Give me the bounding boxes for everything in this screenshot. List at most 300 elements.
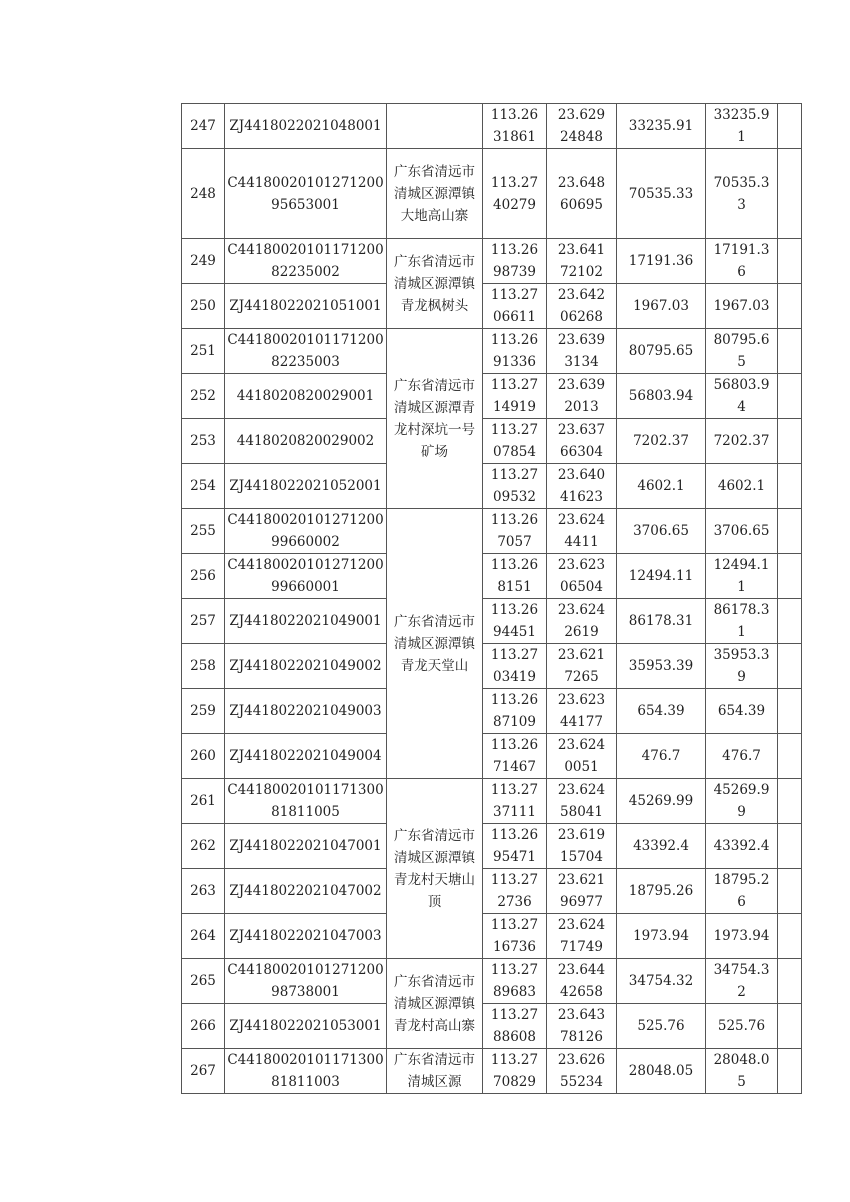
parcel-code: ZJ4418022021051001 bbox=[225, 284, 387, 329]
latitude bbox=[547, 419, 617, 464]
row-number: 266 bbox=[182, 1004, 225, 1049]
area-value-2-line: 4602.1 bbox=[717, 478, 766, 494]
table-row bbox=[182, 1004, 802, 1049]
longitude bbox=[483, 329, 547, 374]
latitude bbox=[547, 824, 617, 869]
latitude bbox=[547, 869, 617, 914]
row-number: 248 bbox=[182, 149, 225, 239]
latitude bbox=[547, 1004, 617, 1049]
longitude-line: 113.27 bbox=[490, 467, 539, 483]
area-value: 1967.03 bbox=[617, 284, 706, 329]
area-value: 12494.11 bbox=[617, 554, 706, 599]
latitude-line: 96977 bbox=[560, 894, 603, 910]
latitude bbox=[547, 329, 617, 374]
longitude bbox=[483, 869, 547, 914]
longitude-line: 03419 bbox=[493, 669, 536, 685]
latitude bbox=[547, 689, 617, 734]
parcel-code-line: 99660002 bbox=[271, 534, 340, 550]
parcel-code: ZJ4418022021049002 bbox=[225, 644, 387, 689]
table-row bbox=[182, 644, 802, 689]
latitude-line: 24848 bbox=[560, 129, 603, 145]
row-number: 258 bbox=[182, 644, 225, 689]
latitude bbox=[547, 644, 617, 689]
row-number: 265 bbox=[182, 959, 225, 1004]
area-value: 1973.94 bbox=[617, 914, 706, 959]
latitude-line: 78126 bbox=[560, 1029, 603, 1045]
longitude-line: 91336 bbox=[493, 354, 536, 370]
longitude-line: 06611 bbox=[493, 309, 536, 325]
remarks-cell bbox=[778, 644, 802, 689]
row-number: 259 bbox=[182, 689, 225, 734]
area-value-2-line: 86178.3 bbox=[713, 602, 770, 618]
area-value-2-line: 9 bbox=[737, 669, 746, 685]
area-value-2-line: 1967.03 bbox=[713, 298, 770, 314]
area-value-2 bbox=[706, 149, 778, 239]
parcel-code: ZJ4418022021049003 bbox=[225, 689, 387, 734]
remarks-cell bbox=[778, 869, 802, 914]
area-value: 28048.05 bbox=[617, 1049, 706, 1094]
area-value-2-line: 12494.1 bbox=[713, 557, 770, 573]
parcel-code bbox=[225, 329, 387, 374]
row-number: 253 bbox=[182, 419, 225, 464]
parcel-code-line: 81811003 bbox=[271, 1074, 340, 1090]
latitude bbox=[547, 779, 617, 824]
remarks-cell bbox=[778, 959, 802, 1004]
area-value-2 bbox=[706, 284, 778, 329]
area-value-2-line: 1 bbox=[737, 579, 746, 595]
longitude bbox=[483, 554, 547, 599]
table-row bbox=[182, 464, 802, 509]
latitude bbox=[547, 959, 617, 1004]
parcel-code-line: 81811005 bbox=[271, 804, 340, 820]
parcel-code-line: 82235002 bbox=[271, 264, 340, 280]
remarks-cell bbox=[778, 419, 802, 464]
longitude-line: 95471 bbox=[493, 849, 536, 865]
location-cell: 广东省清远市清城区源 bbox=[387, 1049, 483, 1094]
longitude bbox=[483, 824, 547, 869]
row-number: 263 bbox=[182, 869, 225, 914]
area-value: 525.76 bbox=[617, 1004, 706, 1049]
location-cell: 广东省清远市清城区源潭镇青龙枫树头 bbox=[387, 239, 483, 329]
remarks-cell bbox=[778, 734, 802, 779]
location-cell bbox=[387, 104, 483, 149]
remarks-cell bbox=[778, 914, 802, 959]
latitude bbox=[547, 1049, 617, 1094]
remarks-cell bbox=[778, 149, 802, 239]
parcel-code: ZJ4418022021047001 bbox=[225, 824, 387, 869]
longitude-line: 09532 bbox=[493, 489, 536, 505]
latitude bbox=[547, 104, 617, 149]
area-value-2 bbox=[706, 869, 778, 914]
parcel-code bbox=[225, 509, 387, 554]
latitude bbox=[547, 374, 617, 419]
latitude-line: 23.619 bbox=[557, 827, 606, 843]
row-number: 260 bbox=[182, 734, 225, 779]
area-value-2-line: 17191.3 bbox=[713, 242, 770, 258]
area-value-2 bbox=[706, 1049, 778, 1094]
longitude bbox=[483, 509, 547, 554]
area-value-2-line: 56803.9 bbox=[713, 377, 770, 393]
remarks-cell bbox=[778, 689, 802, 734]
latitude-line: 23.644 bbox=[557, 962, 606, 978]
remarks-cell bbox=[778, 1049, 802, 1094]
area-value-2-line: 35953.3 bbox=[713, 647, 770, 663]
area-value: 476.7 bbox=[617, 734, 706, 779]
area-value-2-line: 33235.9 bbox=[713, 107, 770, 123]
longitude bbox=[483, 734, 547, 779]
area-value-2-line: 5 bbox=[737, 1074, 746, 1090]
area-value-2 bbox=[706, 1004, 778, 1049]
remarks-cell bbox=[778, 824, 802, 869]
longitude-line: 40279 bbox=[493, 196, 536, 213]
remarks-cell bbox=[778, 509, 802, 554]
latitude-line: 23.623 bbox=[557, 692, 606, 708]
longitude bbox=[483, 374, 547, 419]
table-row bbox=[182, 554, 802, 599]
latitude-line: 23.624 bbox=[557, 512, 606, 528]
latitude-line: 23.637 bbox=[557, 422, 606, 438]
area-value-2-line: 1 bbox=[737, 624, 746, 640]
area-value-2 bbox=[706, 599, 778, 644]
longitude-line: 98739 bbox=[493, 264, 536, 280]
row-number: 256 bbox=[182, 554, 225, 599]
parcel-code-line: 99660001 bbox=[271, 579, 340, 595]
latitude-line: 23.626 bbox=[557, 1052, 606, 1068]
location-cell: 广东省清远市清城区源潭青龙村深坑一号矿场 bbox=[387, 329, 483, 509]
area-value-2 bbox=[706, 734, 778, 779]
area-value: 86178.31 bbox=[617, 599, 706, 644]
area-value-2 bbox=[706, 419, 778, 464]
latitude bbox=[547, 509, 617, 554]
location-cell: 广东省清远市清城区源潭镇大地高山寨 bbox=[387, 149, 483, 239]
table-row bbox=[182, 914, 802, 959]
area-value-2 bbox=[706, 959, 778, 1004]
latitude-line: 0051 bbox=[564, 759, 599, 775]
longitude-line: 113.26 bbox=[490, 512, 539, 528]
table-row bbox=[182, 239, 802, 284]
row-number: 252 bbox=[182, 374, 225, 419]
area-value: 18795.26 bbox=[617, 869, 706, 914]
area-value-2-line: 525.76 bbox=[717, 1018, 766, 1034]
table-row bbox=[182, 149, 802, 239]
latitude bbox=[547, 464, 617, 509]
row-number: 262 bbox=[182, 824, 225, 869]
longitude-line: 71467 bbox=[493, 759, 536, 775]
parcel-code-line: C44180020101171300 bbox=[227, 782, 384, 798]
latitude-line: 23.648 bbox=[557, 174, 606, 191]
latitude bbox=[547, 554, 617, 599]
latitude-line: 23.642 bbox=[557, 287, 606, 303]
table-row bbox=[182, 824, 802, 869]
longitude-line: 8151 bbox=[497, 579, 532, 595]
table-row bbox=[182, 329, 802, 374]
latitude-line: 71749 bbox=[560, 939, 603, 955]
area-value: 17191.36 bbox=[617, 239, 706, 284]
latitude-line: 23.640 bbox=[557, 467, 606, 483]
row-number: 251 bbox=[182, 329, 225, 374]
latitude-line: 42658 bbox=[560, 984, 603, 1000]
latitude-line: 58041 bbox=[560, 804, 603, 820]
latitude-line: 72102 bbox=[560, 264, 603, 280]
longitude-line: 31861 bbox=[493, 129, 536, 145]
area-value: 70535.33 bbox=[617, 149, 706, 239]
area-value-2 bbox=[706, 689, 778, 734]
longitude-line: 113.26 bbox=[490, 692, 539, 708]
parcel-code-line: 95653001 bbox=[271, 196, 340, 213]
area-value: 654.39 bbox=[617, 689, 706, 734]
longitude-line: 07854 bbox=[493, 444, 536, 460]
parcel-code: ZJ4418022021052001 bbox=[225, 464, 387, 509]
row-number: 247 bbox=[182, 104, 225, 149]
longitude-line: 88608 bbox=[493, 1029, 536, 1045]
table-row bbox=[182, 869, 802, 914]
longitude-line: 113.27 bbox=[490, 377, 539, 393]
remarks-cell bbox=[778, 599, 802, 644]
table-row bbox=[182, 599, 802, 644]
area-value-2-line: 70535.3 bbox=[713, 174, 770, 191]
latitude-line: 23.641 bbox=[557, 242, 606, 258]
latitude-line: 23.624 bbox=[557, 782, 606, 798]
remarks-cell bbox=[778, 374, 802, 419]
parcel-code: ZJ4418022021049001 bbox=[225, 599, 387, 644]
area-value: 56803.94 bbox=[617, 374, 706, 419]
remarks-cell bbox=[778, 284, 802, 329]
row-number: 249 bbox=[182, 239, 225, 284]
latitude-line: 23.639 bbox=[557, 377, 606, 393]
longitude-line: 87109 bbox=[493, 714, 536, 730]
longitude bbox=[483, 419, 547, 464]
longitude-line: 113.27 bbox=[490, 1052, 539, 1068]
area-value-2 bbox=[706, 914, 778, 959]
longitude-line: 113.27 bbox=[490, 782, 539, 798]
area-value-2-line: 3706.65 bbox=[713, 523, 770, 539]
latitude-line: 06504 bbox=[560, 579, 603, 595]
area-value-2-line: 34754.3 bbox=[713, 962, 770, 978]
latitude bbox=[547, 284, 617, 329]
area-value: 7202.37 bbox=[617, 419, 706, 464]
longitude-line: 113.26 bbox=[490, 602, 539, 618]
area-value-2-line: 1973.94 bbox=[713, 928, 770, 944]
parcel-code bbox=[225, 779, 387, 824]
latitude-line: 23.623 bbox=[557, 557, 606, 573]
longitude bbox=[483, 284, 547, 329]
parcel-code bbox=[225, 554, 387, 599]
longitude-line: 113.26 bbox=[490, 737, 539, 753]
location-cell: 广东省清远市清城区源潭镇青龙天堂山 bbox=[387, 509, 483, 779]
latitude bbox=[547, 599, 617, 644]
longitude-line: 113.27 bbox=[490, 962, 539, 978]
latitude-line: 55234 bbox=[560, 1074, 603, 1090]
latitude bbox=[547, 239, 617, 284]
parcel-code-line: C44180020101271200 bbox=[227, 174, 384, 191]
location-cell: 广东省清远市清城区源潭镇青龙村高山寨 bbox=[387, 959, 483, 1049]
latitude-line: 23.624 bbox=[557, 917, 606, 933]
latitude-line: 23.621 bbox=[557, 872, 606, 888]
longitude bbox=[483, 1049, 547, 1094]
longitude bbox=[483, 779, 547, 824]
area-value-2-line: 2 bbox=[737, 984, 746, 1000]
longitude-line: 37111 bbox=[493, 804, 536, 820]
table-row bbox=[182, 104, 802, 149]
longitude-line: 94451 bbox=[493, 624, 536, 640]
longitude-line: 89683 bbox=[493, 984, 536, 1000]
remarks-cell bbox=[778, 239, 802, 284]
latitude bbox=[547, 149, 617, 239]
longitude-line: 113.26 bbox=[490, 827, 539, 843]
area-value-2 bbox=[706, 239, 778, 284]
longitude bbox=[483, 599, 547, 644]
row-number: 250 bbox=[182, 284, 225, 329]
parcel-code-line: C44180020101271200 bbox=[227, 557, 384, 573]
longitude bbox=[483, 644, 547, 689]
table-row bbox=[182, 374, 802, 419]
longitude bbox=[483, 1004, 547, 1049]
area-value: 3706.65 bbox=[617, 509, 706, 554]
parcel-code bbox=[225, 959, 387, 1004]
latitude-line: 66304 bbox=[560, 444, 603, 460]
remarks-cell bbox=[778, 329, 802, 374]
latitude-line: 2619 bbox=[564, 624, 599, 640]
row-number: 264 bbox=[182, 914, 225, 959]
longitude-line: 113.26 bbox=[490, 557, 539, 573]
remarks-cell bbox=[778, 779, 802, 824]
latitude-line: 60695 bbox=[560, 196, 603, 213]
area-value-2-line: 18795.2 bbox=[713, 872, 770, 888]
longitude-line: 113.27 bbox=[490, 287, 539, 303]
row-number: 255 bbox=[182, 509, 225, 554]
area-value-2-line: 9 bbox=[737, 804, 746, 820]
area-value-2 bbox=[706, 329, 778, 374]
area-value-2 bbox=[706, 464, 778, 509]
area-value-2-line: 4 bbox=[737, 399, 746, 415]
longitude bbox=[483, 149, 547, 239]
parcel-code-line: C44180020101171200 bbox=[227, 332, 384, 348]
parcel-code: ZJ4418022021048001 bbox=[225, 104, 387, 149]
area-value-2-line: 1 bbox=[737, 129, 746, 145]
row-number: 254 bbox=[182, 464, 225, 509]
longitude-line: 16736 bbox=[493, 939, 536, 955]
longitude-line: 113.27 bbox=[490, 872, 539, 888]
remarks-cell bbox=[778, 554, 802, 599]
area-value-2 bbox=[706, 104, 778, 149]
remarks-cell bbox=[778, 464, 802, 509]
latitude-line: 23.624 bbox=[557, 602, 606, 618]
area-value-2-line: 6 bbox=[737, 264, 746, 280]
longitude bbox=[483, 104, 547, 149]
area-value-2-line: 5 bbox=[737, 354, 746, 370]
longitude bbox=[483, 239, 547, 284]
area-value-2-line: 654.39 bbox=[717, 703, 766, 719]
area-value-2-line: 6 bbox=[737, 894, 746, 910]
longitude-line: 70829 bbox=[493, 1074, 536, 1090]
latitude-line: 3134 bbox=[564, 354, 599, 370]
area-value-2 bbox=[706, 644, 778, 689]
row-number: 261 bbox=[182, 779, 225, 824]
row-number: 267 bbox=[182, 1049, 225, 1094]
table-row bbox=[182, 779, 802, 824]
area-value: 4602.1 bbox=[617, 464, 706, 509]
area-value-2 bbox=[706, 374, 778, 419]
parcel-code: 4418020820029002 bbox=[225, 419, 387, 464]
table-row bbox=[182, 734, 802, 779]
table-row bbox=[182, 284, 802, 329]
area-value: 34754.32 bbox=[617, 959, 706, 1004]
longitude-line: 2736 bbox=[497, 894, 532, 910]
parcel-code-line: 98738001 bbox=[271, 984, 340, 1000]
longitude-line: 14919 bbox=[493, 399, 536, 415]
parcel-code bbox=[225, 239, 387, 284]
table-row bbox=[182, 689, 802, 734]
area-value-2 bbox=[706, 509, 778, 554]
parcel-code bbox=[225, 1049, 387, 1094]
longitude bbox=[483, 464, 547, 509]
latitude-line: 44177 bbox=[560, 714, 603, 730]
latitude-line: 06268 bbox=[560, 309, 603, 325]
parcel-code-line: C44180020101171300 bbox=[227, 1052, 384, 1068]
latitude-line: 15704 bbox=[560, 849, 603, 865]
area-value-2 bbox=[706, 824, 778, 869]
area-value: 35953.39 bbox=[617, 644, 706, 689]
latitude bbox=[547, 914, 617, 959]
latitude-line: 23.643 bbox=[557, 1007, 606, 1023]
parcel-code-line: C44180020101271200 bbox=[227, 512, 384, 528]
remarks-cell bbox=[778, 1004, 802, 1049]
area-value-2-line: 3 bbox=[737, 196, 746, 213]
parcel-code: ZJ4418022021047002 bbox=[225, 869, 387, 914]
longitude-line: 113.26 bbox=[490, 332, 539, 348]
table-row bbox=[182, 509, 802, 554]
latitude-line: 23.621 bbox=[557, 647, 606, 663]
latitude-line: 41623 bbox=[560, 489, 603, 505]
longitude bbox=[483, 689, 547, 734]
area-value: 43392.4 bbox=[617, 824, 706, 869]
parcel-code-line: C44180020101171200 bbox=[227, 242, 384, 258]
parcel-code: 4418020820029001 bbox=[225, 374, 387, 419]
latitude-line: 7265 bbox=[564, 669, 599, 685]
area-value-2 bbox=[706, 779, 778, 824]
longitude-line: 113.27 bbox=[490, 647, 539, 663]
area-value-2-line: 45269.9 bbox=[713, 782, 770, 798]
longitude-line: 113.27 bbox=[490, 1007, 539, 1023]
parcel-code-line: 82235003 bbox=[271, 354, 340, 370]
longitude-line: 7057 bbox=[497, 534, 532, 550]
latitude-line: 2013 bbox=[564, 399, 599, 415]
remarks-cell bbox=[778, 104, 802, 149]
parcel-table bbox=[181, 103, 802, 1094]
area-value-2-line: 476.7 bbox=[722, 748, 761, 764]
longitude-line: 113.27 bbox=[490, 174, 539, 191]
table-row bbox=[182, 419, 802, 464]
area-value: 33235.91 bbox=[617, 104, 706, 149]
latitude-line: 23.624 bbox=[557, 737, 606, 753]
area-value-2-line: 43392.4 bbox=[713, 838, 770, 854]
longitude-line: 113.27 bbox=[490, 917, 539, 933]
area-value: 45269.99 bbox=[617, 779, 706, 824]
longitude-line: 113.27 bbox=[490, 422, 539, 438]
area-value: 80795.65 bbox=[617, 329, 706, 374]
longitude-line: 113.26 bbox=[490, 242, 539, 258]
latitude-line: 23.639 bbox=[557, 332, 606, 348]
longitude bbox=[483, 959, 547, 1004]
area-value-2 bbox=[706, 554, 778, 599]
parcel-table-body bbox=[182, 104, 802, 1094]
longitude-line: 113.26 bbox=[490, 107, 539, 123]
latitude bbox=[547, 734, 617, 779]
parcel-code: ZJ4418022021049004 bbox=[225, 734, 387, 779]
area-value-2-line: 80795.6 bbox=[713, 332, 770, 348]
area-value-2-line: 28048.0 bbox=[713, 1052, 770, 1068]
longitude bbox=[483, 914, 547, 959]
